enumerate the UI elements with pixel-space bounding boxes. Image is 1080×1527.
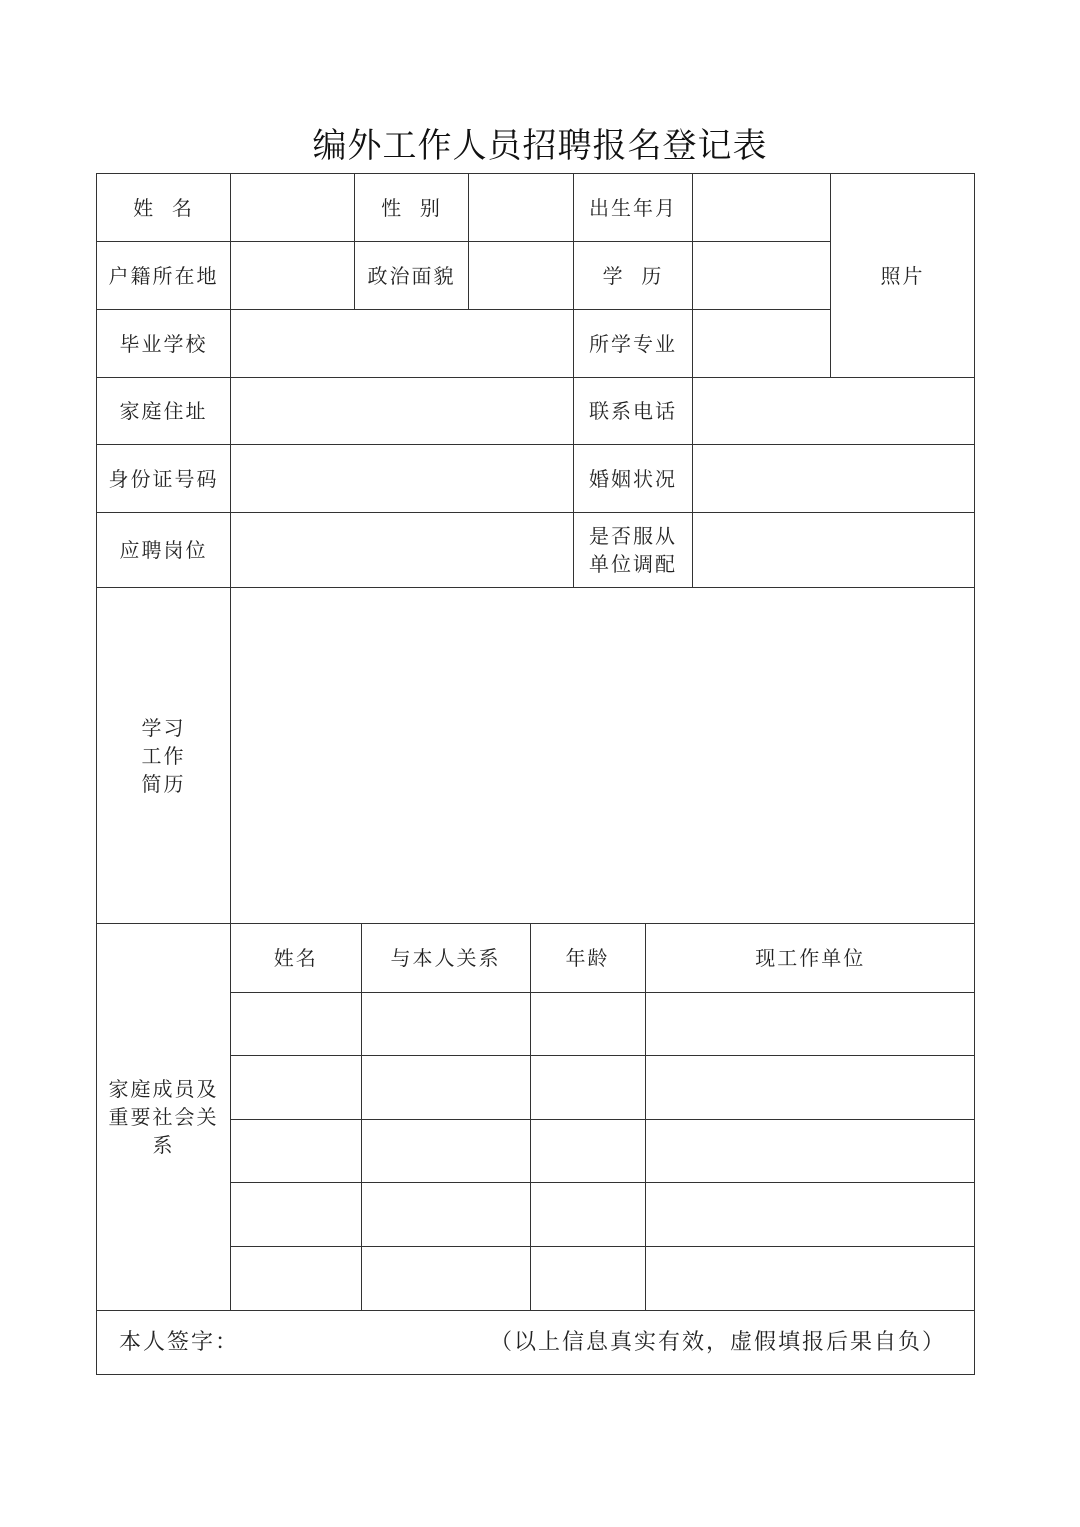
input-gender[interactable] [469, 174, 574, 242]
family-employer-input[interactable] [645, 1182, 975, 1246]
family-name-input[interactable] [231, 992, 361, 1055]
input-id-number[interactable] [231, 445, 574, 513]
family-table-cell [231, 924, 975, 1311]
family-employer-input[interactable] [645, 1246, 975, 1310]
family-age-input[interactable] [530, 992, 645, 1055]
form-title: 编外工作人员招聘报名登记表 [312, 126, 768, 166]
label-family-line3: 系 [152, 1133, 175, 1157]
table-row [231, 1055, 975, 1119]
label-family [97, 924, 231, 1311]
label-resume [97, 588, 231, 924]
input-obey[interactable] [693, 513, 975, 588]
family-relation-input[interactable] [361, 1246, 530, 1310]
input-politics[interactable] [469, 242, 574, 310]
photo-box[interactable]: 照片 [831, 174, 975, 378]
table-row [231, 992, 975, 1055]
label-school: 毕业学校 [97, 310, 231, 378]
label-resume-line1: 学习 [141, 715, 186, 740]
input-hukou[interactable] [231, 242, 355, 310]
table-row [231, 1246, 975, 1310]
label-major: 所学专业 [574, 310, 693, 378]
signature-wrapper [97, 1329, 974, 1357]
label-gender: 性 别 [355, 174, 469, 242]
family-name-input[interactable] [231, 1182, 361, 1246]
input-name[interactable] [231, 174, 355, 242]
label-name: 姓 名 [97, 174, 231, 242]
family-name-input[interactable] [231, 1119, 361, 1182]
signature-note: （以上信息真实有效，虚假填报后果自负） [489, 1329, 946, 1355]
input-marital[interactable] [693, 445, 975, 513]
family-header-age: 年龄 [530, 924, 645, 992]
label-resume-line3: 简历 [141, 771, 186, 796]
label-hukou: 户籍所在地 [97, 242, 231, 310]
label-phone: 联系电话 [574, 378, 693, 445]
signature-row [97, 1311, 975, 1375]
label-politics: 政治面貌 [355, 242, 469, 310]
input-birth[interactable] [693, 174, 831, 242]
input-resume[interactable] [231, 588, 975, 924]
label-id-number: 身份证号码 [97, 445, 231, 513]
label-resume-line2: 工作 [141, 743, 186, 768]
family-relation-input[interactable] [361, 1119, 530, 1182]
label-obey-line1: 是否服从 [589, 524, 677, 548]
family-age-input[interactable] [530, 1119, 645, 1182]
family-header-relation: 与本人关系 [361, 924, 530, 992]
input-school[interactable] [231, 310, 574, 378]
label-marital: 婚姻状况 [574, 445, 693, 513]
family-employer-input[interactable] [645, 1055, 975, 1119]
family-name-input[interactable] [231, 1055, 361, 1119]
label-family-line1: 家庭成员及 [108, 1077, 219, 1101]
family-age-input[interactable] [530, 1182, 645, 1246]
input-address[interactable] [231, 378, 574, 445]
label-address: 家庭住址 [97, 378, 231, 445]
input-position[interactable] [231, 513, 574, 588]
family-header-employer: 现工作单位 [645, 924, 975, 992]
family-age-input[interactable] [530, 1246, 645, 1310]
label-obey [574, 513, 693, 588]
family-employer-input[interactable] [645, 1119, 975, 1182]
table-row [231, 1119, 975, 1182]
label-birth: 出生年月 [574, 174, 693, 242]
family-age-input[interactable] [530, 1055, 645, 1119]
label-obey-line2: 单位调配 [589, 552, 677, 576]
registration-form [96, 173, 975, 1375]
signature-label: 本人签字： [119, 1329, 240, 1355]
family-header-name: 姓名 [231, 924, 361, 992]
family-employer-input[interactable] [645, 992, 975, 1055]
input-education[interactable] [693, 242, 831, 310]
label-position: 应聘岗位 [97, 513, 231, 588]
input-phone[interactable] [693, 378, 975, 445]
family-relation-input[interactable] [361, 1182, 530, 1246]
family-relation-input[interactable] [361, 992, 530, 1055]
input-major[interactable] [693, 310, 831, 378]
family-table [231, 924, 975, 1310]
family-name-input[interactable] [231, 1246, 361, 1310]
table-row [231, 1182, 975, 1246]
family-relation-input[interactable] [361, 1055, 530, 1119]
label-education: 学 历 [574, 242, 693, 310]
label-family-line2: 重要社会关 [108, 1105, 219, 1129]
